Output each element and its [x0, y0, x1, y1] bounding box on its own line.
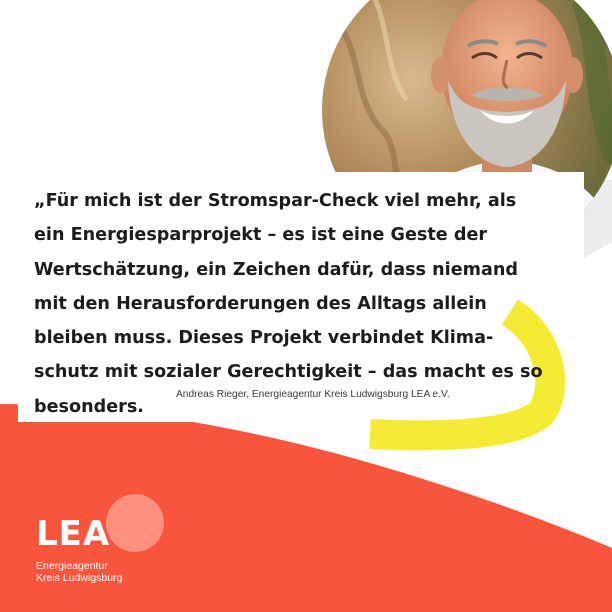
logo-subtitle: Kreis Ludwigsburg [36, 572, 123, 584]
quote-line: „Für mich ist der Stromspar-Check viel mehr, als [34, 191, 517, 211]
quote-line: mit den Herausforderungen des Alltags allein [34, 293, 487, 314]
logo-subtitle: Energieagentur [36, 560, 108, 572]
quote-line: ein Energiesparprojekt – es ist eine Geste der [34, 225, 488, 246]
lea-logo [34, 490, 174, 590]
quote-line: Wertschätzung, ein Zeichen dafür, dass niemand [34, 259, 518, 280]
quote-line: schutz mit sozialer Gerechtigkeit – das macht es so [34, 362, 543, 383]
logo-wordmark: LEA [36, 514, 111, 554]
quote-line: besonders. [34, 396, 144, 417]
logo-bubble-shape [106, 494, 164, 552]
quote-line: bleiben muss. Dieses Projekt verbindet Klima- [34, 328, 494, 349]
quote-author: Andreas Rieger, Energieagentur Kreis Ludwigsburg LEA e.V. [176, 389, 450, 400]
